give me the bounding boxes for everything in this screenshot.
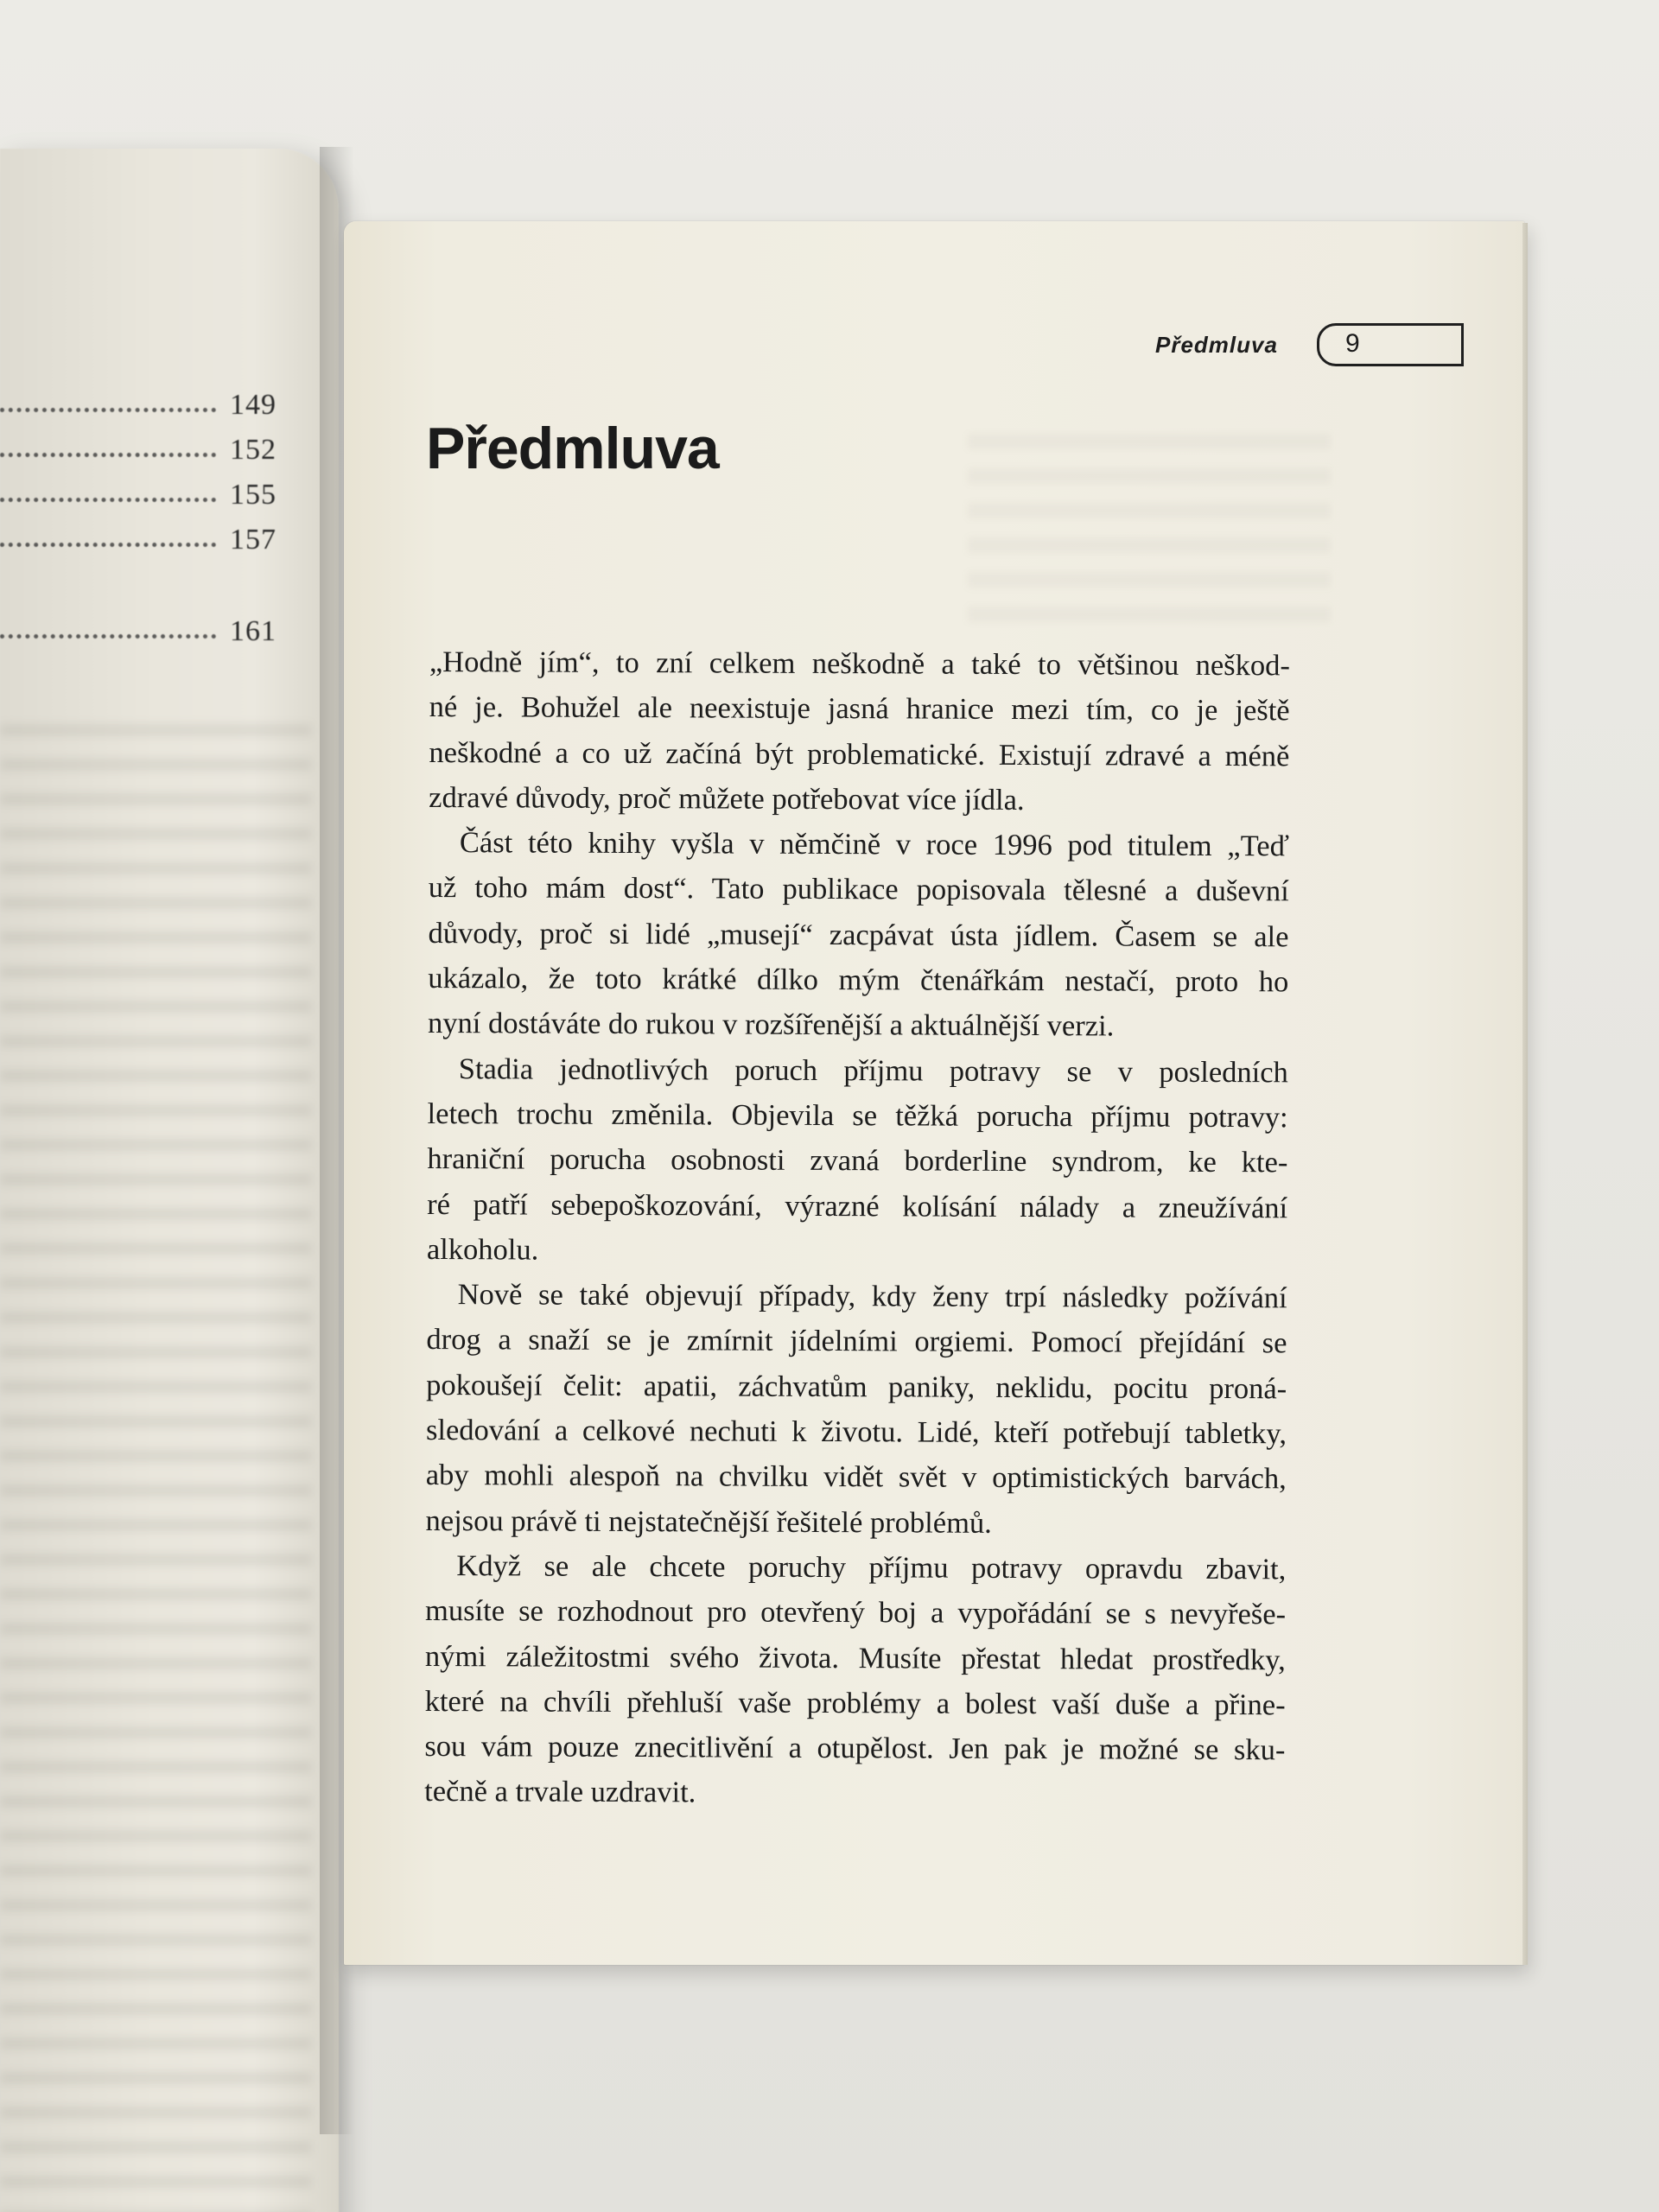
text-line: nejsou právě ti nejstatečnější řešitelé problémů. <box>425 1503 992 1540</box>
toc-leader-dots <box>0 634 216 639</box>
text-line: Nově se také objevují případy, kdy ženy trpí následky požívání <box>457 1278 1287 1315</box>
toc-leader-dots <box>0 408 216 412</box>
text-line: alkoholu. <box>426 1232 539 1267</box>
toc-page-number: 152 <box>230 434 276 466</box>
toc-page-number: 155 <box>230 479 276 511</box>
page-number: 9 <box>1345 329 1360 358</box>
toc-entry <box>0 389 285 423</box>
text-line: už toho mám dost“. Tato publikace popisovala tělesné a duševní <box>428 871 1289 908</box>
toc-page-number: 161 <box>230 615 276 647</box>
text-line: důvody, proč si lidé „musejí“ zacpávat ústa jídlem. Časem se ale <box>428 916 1289 954</box>
text-line: Stadia jednotlivých poruch příjmu potravy se v posledních <box>458 1052 1288 1090</box>
toc-leader-dots <box>0 543 216 547</box>
text-line: „Hodně jím“, to zní celkem neškodně a také to většinou neškod- <box>429 645 1290 683</box>
toc-page-number: 149 <box>230 389 276 421</box>
text-line: letech trochu změnila. Objevila se těžká porucha příjmu potravy: <box>427 1096 1288 1135</box>
text-line: Když se ale chcete poruchy příjmu potravy opravdu zbavit, <box>456 1549 1287 1586</box>
toc-entry <box>0 479 285 513</box>
text-line: sou vám pouze znecitlivění a otupělost. Jen pak je možné se sku- <box>424 1730 1286 1767</box>
text-line: které na chvíli přehluší vaše problémy a bolest vaší duše a přine- <box>424 1684 1286 1722</box>
text-line: ré patří sebepoškozování, výrazné kolísání nálady a zneužívání <box>427 1187 1288 1224</box>
text-line: sledování a celkové nechuti k životu. Lidé, kteří potřebují tabletky, <box>425 1414 1287 1451</box>
text-line: neškodné a co už začíná být problematické. Existují zdravé a méně <box>429 735 1290 772</box>
text-line: drog a snaží se je zmírnit jídelními orgiemi. Pomocí přejídání se <box>426 1323 1287 1360</box>
toc-entry <box>0 615 285 650</box>
blurred-left-text <box>0 702 311 2212</box>
text-line: ukázalo, že toto krátké dílko mým čtenářkám nestačí, proto ho <box>428 962 1289 999</box>
running-head: Předmluva <box>1155 332 1278 358</box>
text-line: zdravé důvody, proč můžete potřebovat více jídla. <box>429 780 1025 817</box>
text-line: né je. Bohužel ale neexistuje jasná hranice mezi tím, co je ještě <box>429 690 1290 728</box>
text-line: tečně a trvale uzdravit. <box>424 1775 696 1809</box>
chapter-title: Předmluva <box>426 416 719 481</box>
page-number-box <box>1317 323 1464 366</box>
toc-leader-dots <box>0 453 216 457</box>
text-line: Část této knihy vyšla v němčině v roce 1996 pod titulem „Teď <box>459 826 1290 863</box>
text-line: musíte se rozhodnout pro otevřený boj a vypořádání se s nevyřeše- <box>425 1594 1287 1631</box>
text-line: pokoušejí čelit: apatii, záchvatům paniky, neklidu, pocitu proná- <box>426 1368 1287 1406</box>
text-line: hraniční porucha osobnosti zvaná borderline syndrom, ke kte- <box>427 1142 1288 1179</box>
body-text <box>424 639 1290 1818</box>
toc-entry <box>0 434 285 468</box>
toc-entry <box>0 524 285 558</box>
text-line: aby mohli alespoň na chvilku vidět svět v optimistických barvách, <box>425 1459 1287 1496</box>
page-edge <box>1522 223 1528 1965</box>
text-line: nyní dostáváte do rukou v rozšířenější a aktuálnější verzi. <box>427 1007 1115 1043</box>
toc-leader-dots <box>0 498 216 502</box>
toc-page-number: 157 <box>230 524 276 556</box>
left-page <box>0 149 339 2212</box>
text-line: nými záležitostmi svého života. Musíte přestat hledat prostředky, <box>424 1639 1286 1676</box>
show-through-text <box>968 415 1331 622</box>
